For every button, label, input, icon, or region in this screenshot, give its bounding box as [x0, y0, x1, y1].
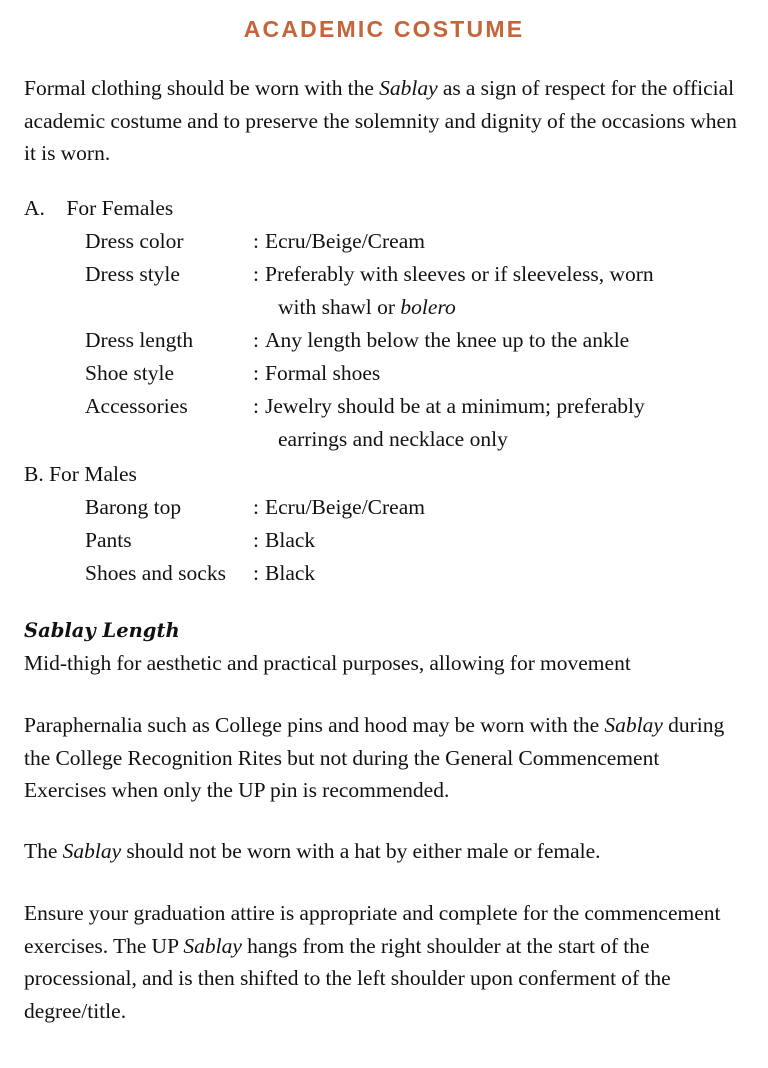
hat-rule-paragraph: [24, 835, 744, 868]
separator-colon: :: [253, 228, 259, 253]
list-item: [24, 491, 744, 524]
list-item: [24, 357, 744, 390]
list-item: [24, 524, 744, 557]
list-item: [24, 557, 744, 590]
value-barong-top: Ecru/Beige/Cream: [265, 494, 425, 519]
intro-italic-sablay: Sablay: [379, 76, 438, 100]
intro-text-part-2: as a sign of respect for the official academic costume and to preserve the solemnity and dignity of the occasions when it is worn.: [24, 76, 737, 165]
value-dress-color: Ecru/Beige/Cream: [265, 228, 425, 253]
list-item: [24, 225, 744, 258]
attire-reminder-text-part-1: Ensure your graduation attire is appropriate and complete for the commencement exercises. The UP: [24, 901, 721, 958]
separator-colon: :: [253, 360, 259, 385]
term-shoe-style: Shoe style: [85, 360, 174, 385]
list-item: [24, 390, 744, 423]
term-accessories: Accessories: [85, 393, 188, 418]
separator-colon: :: [253, 261, 259, 286]
separator-colon: :: [253, 560, 259, 585]
attire-reminder-paragraph: [24, 897, 744, 1027]
sablay-length-heading: Sablay Length: [24, 618, 180, 642]
hat-rule-italic-sablay: Sablay: [62, 838, 122, 863]
term-dress-style: Dress style: [85, 261, 180, 286]
list-item: [24, 258, 744, 291]
paragraph-spacer: [24, 807, 744, 835]
separator-colon: :: [253, 494, 259, 519]
hat-rule-text-part-2: should not be worn with a hat by either male or female.: [121, 838, 601, 863]
value-dress-style: Preferably with sleeves or if sleeveless, worn: [265, 261, 654, 286]
value-accessories: Jewelry should be at a minimum; preferably: [265, 393, 645, 418]
paragraph-spacer: [24, 679, 744, 709]
intro-text-part-1: Formal clothing should be worn with the: [24, 76, 380, 100]
paraphernalia-text-part-1: Paraphernalia such as College pins and hood may be worn with the: [24, 713, 605, 737]
value-accessories-continuation: earrings and necklace only: [278, 426, 508, 451]
value-shoe-style: Formal shoes: [265, 360, 381, 385]
sablay-length-body: Mid-thigh for aesthetic and practical purposes, allowing for movement: [24, 650, 631, 675]
hat-rule-text-part-1: The: [24, 838, 63, 863]
term-pants: Pants: [85, 527, 132, 552]
page-title: ACADEMIC COSTUME: [243, 16, 525, 42]
paragraph-spacer: [24, 867, 744, 897]
separator-colon: :: [253, 527, 259, 552]
intro-paragraph: [24, 72, 744, 170]
value-dress-style-continuation: [24, 291, 744, 324]
value-pants: Black: [265, 527, 316, 552]
section-heading-females: A. For Females: [24, 195, 174, 220]
section-heading-males: B. For Males: [24, 461, 137, 486]
value-dress-length: Any length below the knee up to the ankle: [265, 327, 630, 352]
continuation-italic-bolero: bolero: [400, 294, 456, 319]
value-shoes-and-socks: Black: [265, 560, 316, 585]
term-dress-length: Dress length: [85, 327, 194, 352]
list-item: [24, 324, 744, 357]
paraphernalia-text-part-2: during the College Recognition Rites but not during the General Commencement Exercises when only the UP pin is recommended.: [24, 713, 725, 802]
attire-reminder-italic-sablay: Sablay: [183, 933, 242, 958]
paraphernalia-paragraph: [24, 709, 744, 807]
attire-reminder-text-part-2: hangs from the right shoulder at the start of the processional, and is then shifted to the left shoulder upon conferment of the degree/title.: [24, 933, 671, 1023]
paraphernalia-italic-sablay: Sablay: [604, 713, 663, 737]
term-dress-color: Dress color: [85, 228, 184, 253]
continuation-text: with shawl or: [278, 294, 401, 319]
term-barong-top: Barong top: [85, 494, 182, 519]
term-shoes-and-socks: Shoes and socks: [85, 560, 226, 585]
separator-colon: :: [253, 393, 259, 418]
separator-colon: :: [253, 327, 259, 352]
costume-requirements-list: [24, 192, 744, 590]
